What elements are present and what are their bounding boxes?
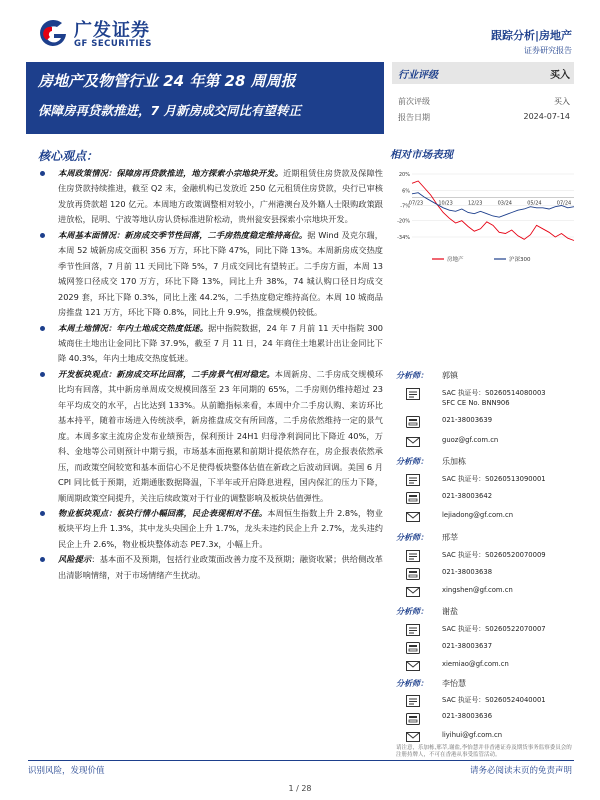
x-tick-label: 05/24: [527, 200, 542, 207]
analyst-phone: 021-38003636: [442, 712, 493, 720]
y-tick-label: 6%: [402, 188, 410, 195]
disclaimer-note: 请注意，乐加栋,邢莘,谢盐,李怡慧并非香港证券及期货事务监察委员会的注册持牌人，不可在香港从事受监管活动。: [396, 745, 572, 758]
y-tick-label: -34%: [397, 235, 410, 241]
footer-slogan: 识别风险，发现价值: [28, 766, 105, 776]
email-icon: [406, 586, 420, 598]
series-line: [412, 181, 574, 241]
analyst-name: 郭镇: [442, 371, 458, 380]
report-date-label: 报告日期: [398, 113, 430, 122]
analysts-label: 分析师：: [396, 371, 428, 380]
analysts-label: 分析师：: [396, 679, 428, 688]
analysts-label: 分析师：: [396, 457, 428, 466]
prev-rating-value: 买入: [554, 97, 570, 106]
x-tick-label: 07/23: [408, 200, 424, 207]
legend-label: 沪深300: [509, 257, 531, 263]
analyst-name: 李怡慧: [442, 679, 466, 688]
core-points: [38, 166, 383, 583]
phone-icon: [406, 492, 420, 504]
core-point: 风险提示：基本面不及预期，包括行业政策面改善力度不及预期；融资收紧；供给侧改革出清影响情绪，对于市场情绪产生扰动。: [38, 552, 383, 583]
email-icon: [406, 511, 420, 523]
analyst-phone: 021-38003642: [442, 492, 493, 500]
email-icon: [406, 436, 420, 448]
relative-performance-chart: [392, 168, 577, 268]
core-point: 物业板块观点：板块行情小幅回落，民企表现相对不佳。本周恒生指数上升 2.8%，物业板块平均上升 1.3%，其中龙头央国企上升 1.7%，龙头未违约民企上升 2.7%，龙头违约民企上升 2.6%，物业板块整体动态 PE7.3x，小幅上升。: [38, 506, 383, 552]
core-views-heading: 核心观点：: [38, 149, 99, 163]
report-category: 跟踪分析|房地产: [490, 29, 572, 42]
report-date-value: 2024-07-14: [523, 112, 570, 121]
prev-rating-label: 前次评级: [398, 97, 430, 106]
analyst-cert: SAC 执证号：S0260520070009: [442, 551, 546, 559]
phone-icon: [406, 568, 420, 580]
logo-english: GF SECURITIES: [74, 39, 152, 49]
x-tick-label: 03/24: [497, 200, 513, 207]
core-point: 开发板块观点：新房成交环比回落，二手房景气相对稳定。本周新房、二手房成交规模环比均有回落，其中新房单周成交规模回落至 23 年同期的 65%，二手房则仍维持超过 23 年平均成交的水平，占比达到 133%。从前瞻指标来看，本周中介二手房认购、来访环比基本持平，随着市场进入传统淡季，新房推盘成交有所回落，二手房依然维持一定的景气度。本周多家主流房企发布业绩预告，保利预计 24H1 归母净利润同比下降近 40%，万科、金地等公司则预计中期亏损，市场基本面拖累和前期计提依然存在，房企报表依然承压，而政策空间较宽和基本面信心不足使得板块整体估值在新政之后波动回调。美国 6 月 CPI 同比低于预期，近期通胀数据降温，下半年或开启降息进程，国内保汇的压力下降，顺周期政策空间提升，关注后续政策对于行业的调整影响及板块估值弹性。: [38, 367, 383, 506]
footer-disclaimer: 请务必阅读末页的免责声明: [469, 766, 572, 776]
x-tick-label: 07/24: [556, 200, 572, 207]
x-tick-label: 12/23: [467, 200, 483, 207]
core-point: 本周基本面情况：新房成交季节性回落，二手房热度稳定维持高位。据 Wind 及克尔瑞，本周 52 城新房成交面积 356 万方，环比下降 47%，同比下降 13%。本周新房成交热度季节性回落，7 月前 11 天同比下降 5%，7 月成交同比有望转正。二手房方面，本周 13 城网签口径成交 170 万方，环比下降 13%，同比上升 38%，74 城认购口径日均成交 2029 套，环比下降 0.3%，同比上涨 44.2%，二手热度稳定维持高位。本周 10 城商品房推盘 121 万方，环比下降 0.8%，同比上升 9.9%，推盘规模仍较低。: [38, 228, 383, 321]
core-point: 本周土地情况：年内土地成交热度低迷。据中指院数据，24 年 7 月前 11 天中指院 300 城商住土地出让金同比下降 37.9%，截至 7 月 11 日，24 年商住土地累计出让金同比下降 40.3%，年内土地成交热度低迷。: [38, 321, 383, 367]
analyst-phone: 021-38003638: [442, 568, 493, 576]
analyst-email: liyihui@gf.com.cn: [442, 731, 503, 739]
phone-icon: [406, 416, 420, 428]
analyst-phone: 021-38003637: [442, 642, 493, 650]
report-title: 房地产及物管行业 24 年第 28 周周报: [38, 72, 296, 90]
footer-divider: [28, 760, 574, 761]
id-card-icon: [406, 550, 420, 562]
id-card-icon: [406, 695, 420, 707]
report-subtitle: 保障房再贷款推进，7 月新房成交同比有望转正: [38, 103, 302, 118]
rating-label: 行业评级: [398, 70, 438, 81]
analyst-cert: SAC 执证号：S0260513090001: [442, 475, 546, 483]
legend-label: 房地产: [447, 257, 464, 263]
analyst-phone: 021-38003639: [442, 416, 493, 424]
id-card-icon: [406, 388, 420, 400]
analyst-email: guoz@gf.com.cn: [442, 436, 499, 444]
report-type: 证券研究报告: [524, 46, 572, 55]
page-number: 1 / 28: [288, 784, 312, 793]
analyst-email: xingshen@gf.com.cn: [442, 586, 513, 594]
x-tick-label: 10/23: [438, 200, 453, 207]
analyst-cert: SAC 执证号：S0260514080003: [442, 389, 546, 397]
analyst-name: 谢盐: [442, 607, 458, 616]
y-tick-label: 20%: [398, 172, 410, 178]
analysts-label: 分析师：: [396, 607, 428, 616]
gf-logo-icon: [38, 18, 68, 50]
analyst-sfc: SFC CE No. BNN906: [442, 399, 510, 407]
chart-title: 相对市场表现: [390, 149, 453, 161]
email-icon: [406, 731, 420, 743]
phone-icon: [406, 642, 420, 654]
core-point: 本周政策情况：保障房再贷款推进，地方探索小宗地块开发。近期租赁住房贷款及保障性住房贷款持续推进，截至 Q2 末，金融机构已发放近 250 亿元租赁住房贷款，央行已审核发放再贷款超 120 亿元。本周地方政策调整相对较小，广州港澳台及外籍人士限购政策跟进放松，昆明、宁波等地认房认贷标准进阶松动，贵州瓮安县探索小宗地块开发。: [38, 166, 383, 228]
id-card-icon: [406, 624, 420, 636]
analyst-email: lejiadong@gf.com.cn: [442, 511, 513, 519]
email-icon: [406, 660, 420, 672]
series-line: [412, 193, 574, 218]
y-tick-label: -20%: [397, 218, 410, 225]
id-card-icon: [406, 474, 420, 486]
analyst-email: xiemiao@gf.com.cn: [442, 660, 509, 668]
analyst-cert: SAC 执证号：S0260524040001: [442, 696, 546, 704]
analysts-label: 分析师：: [396, 533, 428, 542]
analyst-name: 邢莘: [442, 533, 458, 542]
y-tick-label: -7%: [400, 203, 410, 210]
phone-icon: [406, 713, 420, 725]
analyst-cert: SAC 执证号：S0260522070007: [442, 625, 546, 633]
logo-text: 广发证券: [74, 20, 150, 41]
rating-value: 买入: [550, 70, 570, 81]
analyst-name: 乐加栋: [442, 457, 466, 466]
